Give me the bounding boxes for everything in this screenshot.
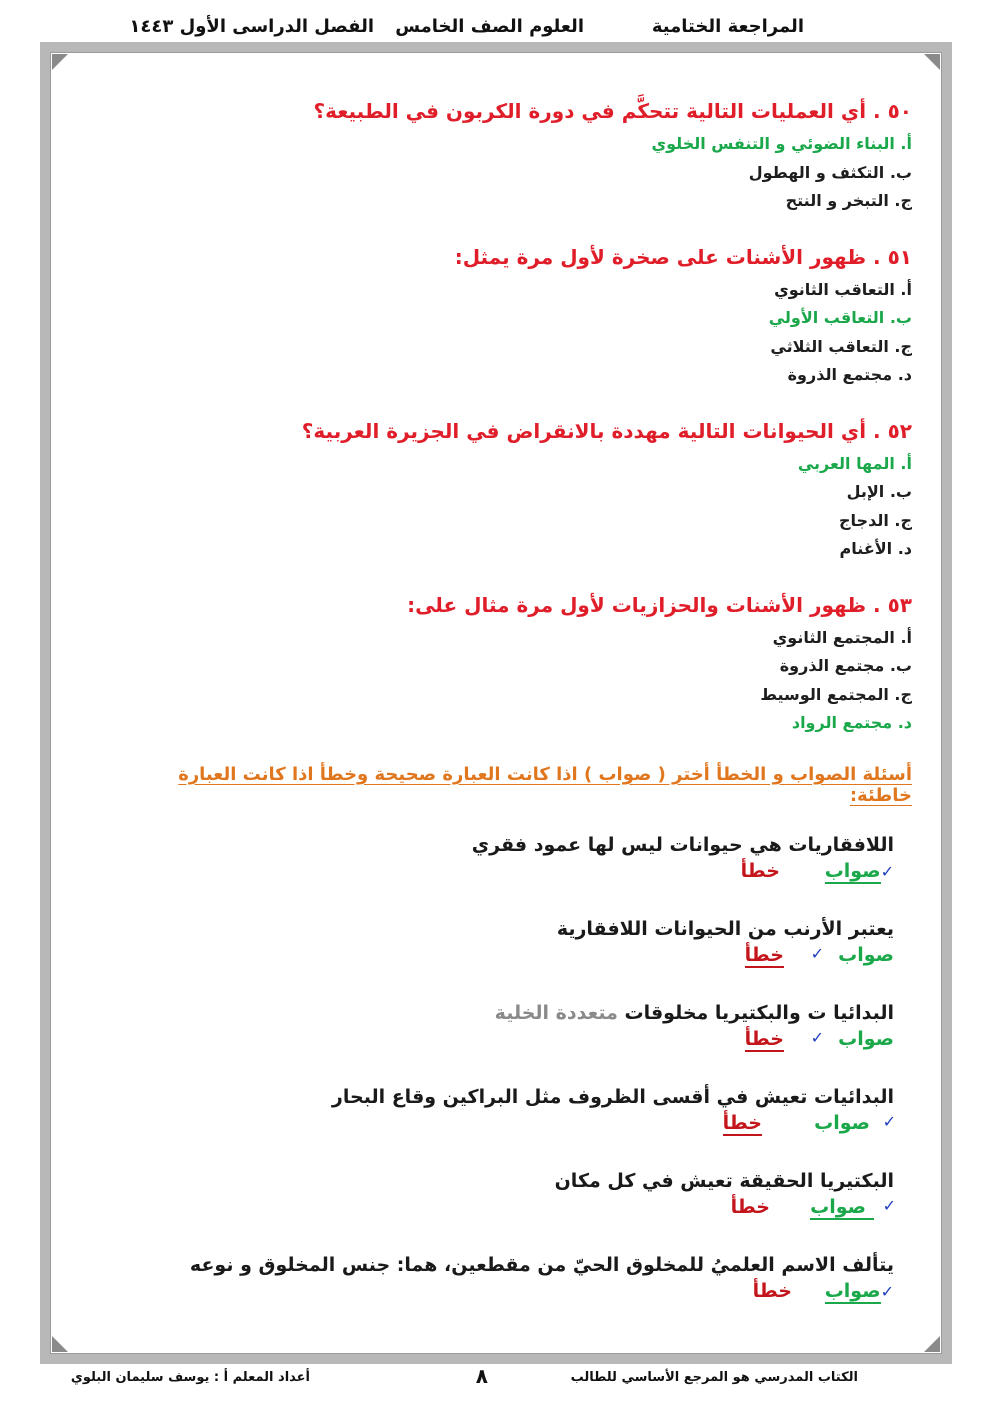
option[interactable]: د. الأغنام: [839, 539, 912, 558]
tf-item: [152, 830, 912, 888]
question-text: ٥١ . ظهور الأشنات على صخرة لأول مرة يمثل:: [454, 244, 912, 269]
false-option[interactable]: خطأ: [744, 943, 784, 966]
true-option[interactable]: [825, 860, 894, 882]
option[interactable]: ب. مجتمع الذروة: [779, 656, 912, 675]
tf-answers: [152, 1112, 912, 1140]
true-label: صواب: [824, 859, 881, 882]
tf-statement: [152, 998, 912, 1028]
question-text: ٥٣ . ظهور الأشنات والحزازيات لأول مرة مثال على:: [407, 592, 912, 617]
tf-answers: [152, 944, 912, 972]
tf-statement: اللافقاريات هي حيوانات ليس لها عمود فقري: [471, 833, 894, 856]
check-icon: ✓: [880, 861, 894, 881]
question-text: ٥٠ . أي العمليات التالية تتحكَّم في دورة الكربون في الطبيعة؟: [313, 99, 912, 123]
corner-ornament: [52, 1336, 68, 1352]
tf-statement: يتألف الاسم العلميُ للمخلوق الحيّ من مقطعين، هما: جنس المخلوق و نوعه: [189, 1253, 894, 1276]
tf-answers: [152, 1280, 912, 1308]
tf-answers: [152, 860, 912, 888]
true-option[interactable]: صواب: [838, 1027, 894, 1050]
corner-ornament: [52, 54, 68, 70]
option[interactable]: ب. الإبل: [846, 482, 912, 501]
tf-statement: البدائيات تعيش في أقسى الظروف مثل البراكين وقاع البحار: [331, 1085, 894, 1108]
false-option[interactable]: خطأ: [740, 859, 780, 882]
false-option[interactable]: خطأ: [730, 1195, 770, 1218]
true-option[interactable]: [825, 1280, 894, 1302]
footer-author: أعداد المعلم أ : يوسف سليمان البلوي: [70, 1370, 310, 1385]
check-icon: ✓: [810, 1027, 824, 1047]
true-option[interactable]: صواب: [838, 943, 894, 966]
check-icon: ✓: [880, 1281, 894, 1301]
page-footer: [0, 1364, 992, 1398]
false-option[interactable]: خطأ: [744, 1027, 784, 1050]
check-icon: ✓: [882, 1195, 896, 1215]
tf-statement-text: البدائيا ت والبكتيريا مخلوقات: [624, 1001, 894, 1024]
tf-item: [152, 914, 912, 972]
footer-note: الكتاب المدرسي هو المرجع الأساسي للطالب: [570, 1370, 858, 1385]
question-53: [152, 590, 912, 738]
tf-statement-highlight: متعددة الخلية: [494, 1001, 618, 1024]
question-text: ٥٢ . أي الحيوانات التالية مهددة بالانقراض في الجزيرة العربية؟: [301, 418, 912, 443]
option[interactable]: ب. التكثف و الهطول: [748, 162, 912, 182]
tf-statement: البكتيريا الحقيقة تعيش في كل مكان: [554, 1169, 894, 1192]
worksheet-content: [152, 96, 912, 1334]
tf-answers: [152, 1196, 912, 1224]
option-correct[interactable]: أ. البناء الضوئي و التنفس الخلوي: [651, 134, 912, 153]
true-option[interactable]: صواب: [814, 1111, 870, 1134]
option-correct[interactable]: د. مجتمع الرواد: [791, 713, 912, 732]
option[interactable]: ج. المجتمع الوسيط: [760, 684, 912, 704]
check-icon: ✓: [882, 1111, 896, 1131]
header-subject: العلوم الصف الخامس: [395, 16, 584, 37]
true-label: صواب: [824, 1279, 881, 1302]
tf-item: [152, 998, 912, 1056]
question-52: [152, 416, 912, 564]
option[interactable]: أ. التعاقب الثانوي: [774, 279, 912, 299]
option[interactable]: أ. المجتمع الثانوي: [772, 627, 912, 647]
option-correct[interactable]: ب. التعاقب الأولي: [768, 308, 912, 327]
true-option[interactable]: صواب: [810, 1196, 874, 1220]
option[interactable]: ج. الدجاج: [839, 510, 912, 530]
false-option[interactable]: خطأ: [752, 1279, 792, 1302]
true-false-heading: أسئلة الصواب و الخطأ أختر ( صواب ) اذا كانت العبارة صحيحة وخطأ اذا كانت العبارة خاطئة:: [178, 763, 912, 806]
tf-item: [152, 1166, 912, 1224]
tf-item: [152, 1082, 912, 1140]
false-option[interactable]: خطأ: [722, 1111, 762, 1134]
option[interactable]: ج. التبخر و النتح: [785, 191, 912, 210]
tf-item: [152, 1250, 912, 1308]
question-51: [152, 242, 912, 390]
header-title: المراجعة الختامية: [651, 16, 804, 37]
corner-ornament: [924, 54, 940, 70]
tf-statement: يعتبر الأرنب من الحيوانات اللافقارية: [556, 917, 894, 940]
question-50: [152, 96, 912, 216]
tf-answers: [152, 1028, 912, 1056]
header-term: الفصل الدراسى الأول ١٤٤٣: [129, 16, 374, 37]
option[interactable]: ج. التعاقب الثلاثي: [770, 336, 912, 356]
page-header: [0, 8, 992, 42]
corner-ornament: [924, 1336, 940, 1352]
check-icon: ✓: [810, 943, 824, 963]
page-number: ٨: [475, 1364, 488, 1388]
option-correct[interactable]: أ. المها العربي: [797, 453, 912, 473]
option[interactable]: د. مجتمع الذروة: [787, 365, 912, 384]
